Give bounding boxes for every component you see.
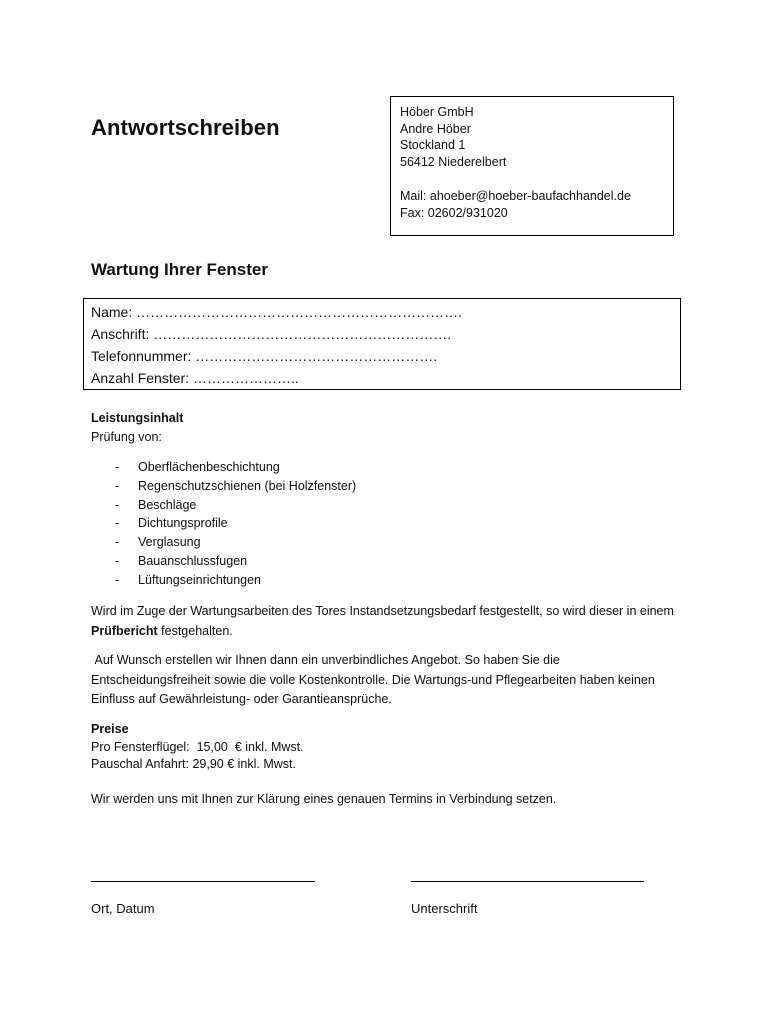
report-term: Prüfbericht — [91, 624, 158, 638]
phone-field[interactable]: Telefonnummer: ……………………………………………. — [91, 348, 438, 364]
section-title: Wartung Ihrer Fenster — [91, 260, 268, 279]
list-item — [91, 552, 681, 571]
list-item — [91, 514, 681, 533]
list-item — [91, 496, 681, 515]
bullet-dash: - — [115, 460, 120, 474]
price-per-sash: Pro Fensterflügel: 15,00 € inkl. Mwst. — [91, 739, 304, 754]
place-date-label: Ort, Datum — [91, 901, 155, 916]
city: 56412 Niederelbert — [400, 154, 507, 169]
list-item — [91, 477, 681, 496]
list-item-label: Lüftungseinrichtungen — [138, 572, 262, 587]
list-item — [91, 533, 681, 552]
list-item — [91, 571, 681, 590]
fax-line: Fax: 02602/931020 — [400, 205, 508, 220]
window-count-field[interactable]: Anzahl Fenster: ………………….. — [91, 370, 299, 386]
place-date-line — [91, 881, 315, 882]
paragraph-report — [91, 601, 681, 641]
signature-line — [411, 881, 644, 882]
list-item-label: Bauanschlussfugen — [138, 553, 248, 568]
list-item-label: Dichtungsprofile — [138, 516, 228, 531]
paragraph-text: Wird im Zuge der Wartungsarbeiten des Tores Instandsetzungsbedarf festgestellt, so wird dieser in einem — [91, 604, 674, 618]
company-name: Höber GmbH — [400, 105, 474, 119]
sender-address-box — [390, 96, 674, 236]
bullet-dash: - — [115, 478, 120, 493]
list-item-label: Oberflächenbeschichtung — [138, 460, 280, 474]
signature-label: Unterschrift — [411, 901, 478, 916]
inspection-list — [91, 458, 681, 590]
scope-section — [91, 409, 681, 446]
bullet-dash: - — [115, 516, 120, 531]
bullet-dash: - — [115, 535, 120, 550]
inspection-list-wrap — [91, 458, 681, 590]
list-item-label: Regenschutzschienen (bei Holzfenster) — [138, 478, 357, 493]
paragraph-text-end: festgehalten. — [157, 624, 233, 638]
street: Stockland 1 — [400, 138, 466, 152]
name-field[interactable]: Name: ……………………………………………………………. — [91, 304, 463, 320]
customer-form-box — [83, 298, 681, 390]
prices-section — [91, 721, 681, 774]
scope-intro: Prüfung von: — [91, 429, 162, 444]
bullet-dash: - — [115, 553, 120, 568]
paragraph-offer: Auf Wunsch erstellen wir Ihnen dann ein unverbindliches Angebot. So haben Sie die Entscheidungsfreiheit sowie die volle Kostenkontrolle. Die Wartungs-und Pflegearbeiten haben keinen Einfluss auf Gewährleistung- oder Garantieansprüche. — [91, 653, 659, 706]
closing-text: Wir werden uns mit Ihnen zur Klärung eines genauen Termins in Verbindung setzen. — [91, 792, 557, 806]
contact-person: Andre Höber — [400, 121, 471, 136]
prices-heading: Preise — [91, 722, 129, 736]
list-item-label: Verglasung — [138, 535, 201, 550]
email-line: Mail: ahoeber@hoeber-baufachhandel.de — [400, 189, 631, 203]
bullet-dash: - — [115, 572, 120, 587]
scope-heading: Leistungsinhalt — [91, 411, 184, 425]
address-field[interactable]: Anschrift: ………………………………………………………. — [91, 326, 452, 342]
price-travel: Pauschal Anfahrt: 29,90 € inkl. Mwst. — [91, 757, 296, 771]
list-item — [91, 458, 681, 477]
bullet-dash: - — [115, 497, 120, 512]
list-item-label: Beschläge — [138, 497, 197, 512]
document-title: Antwortschreiben — [91, 115, 280, 140]
